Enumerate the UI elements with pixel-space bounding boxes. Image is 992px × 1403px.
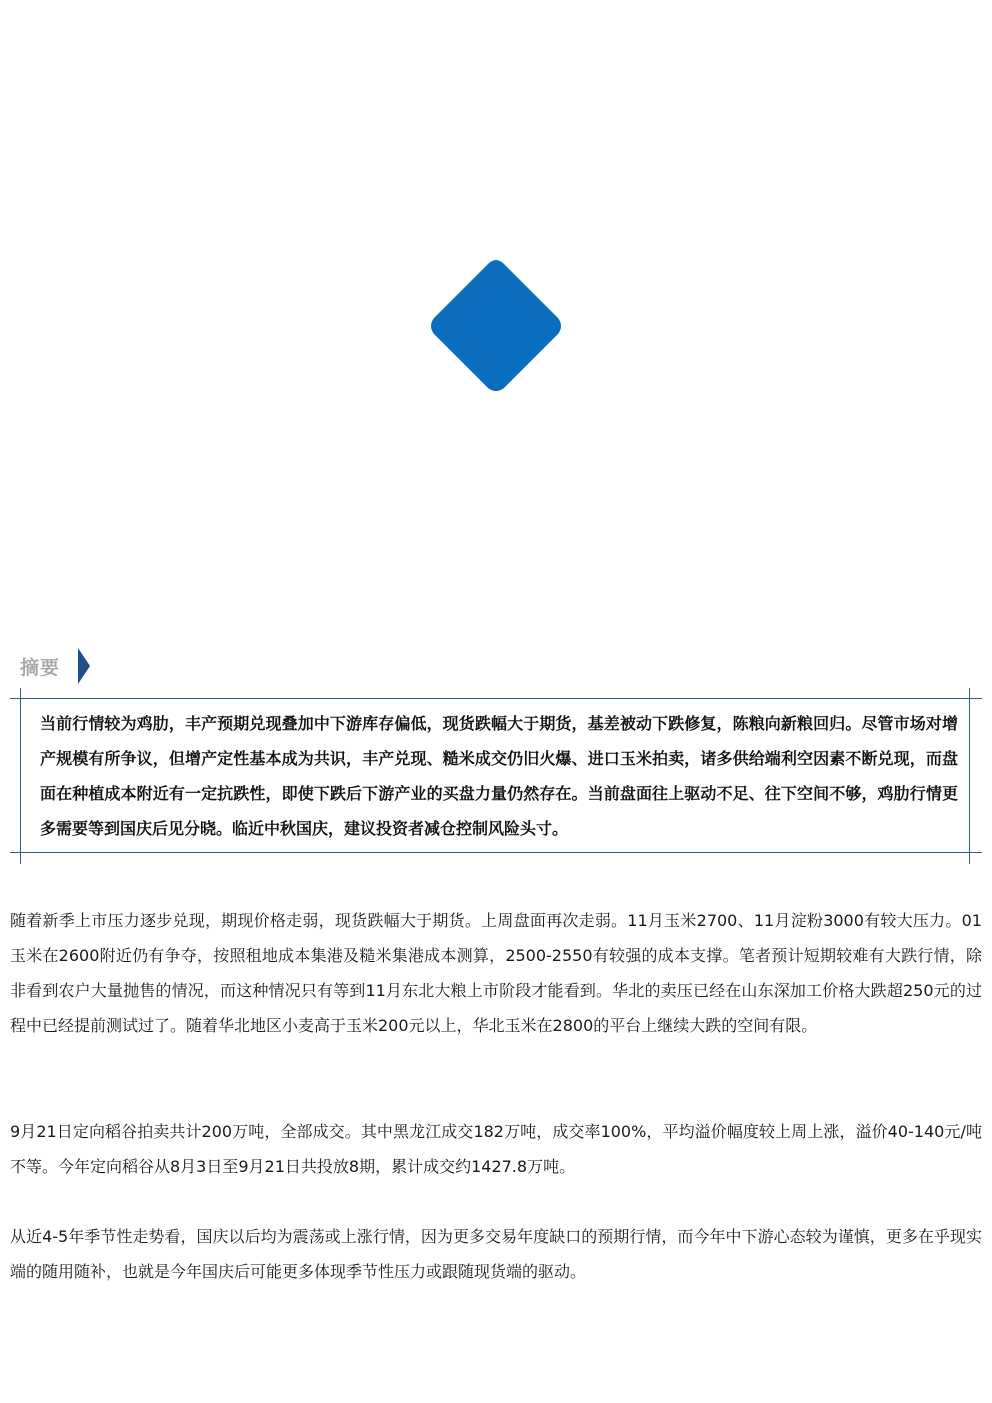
summary-box-left-rule <box>20 688 21 864</box>
summary-label: 摘要 <box>20 656 61 679</box>
body-paragraph-3: 从近4-5年季节性走势看，国庆以后均为震荡或上涨行情，因为更多交易年度缺口的预期行情，而今年中下游心态较为谨慎，更多在乎现实端的随用随补，也就是今年国庆后可能更多体现季节性压力或跟随现货端的驱动。 <box>10 1227 982 1281</box>
chevron-right-icon <box>78 648 90 684</box>
summary-box-bottom-rule <box>10 852 982 853</box>
summary-heading <box>20 648 90 684</box>
summary-box-right-rule <box>969 688 970 864</box>
body-paragraph-1: 随着新季上市压力逐步兑现，期现价格走弱，现货跌幅大于期货。上周盘面再次走弱。11月玉米2700、11月淀粉3000有较大压力。01玉米在2600附近仍有争夺，按照租地成本集港及糙米集港成本测算，2500-2550有较强的成本支撑。笔者预计短期较难有大跌行情，除非看到农户大量抛售的情况，而这种情况只有等到11月东北大粮上市阶段才能看到。华北的卖压已经在山东深加工价格大跌超250元的过程中已经提前测试过了。随着华北地区小麦高于玉米200元以上，华北玉米在2800的平台上继续大跌的空间有限。 <box>10 911 982 1035</box>
summary-box <box>10 688 982 864</box>
body-paragraph-2: 9月21日定向稻谷拍卖共计200万吨，全部成交。其中黑龙江成交182万吨，成交率100%，平均溢价幅度较上周上涨，溢价40-140元/吨不等。今年定向稻谷从8月3日至9月21日共投放8期，累计成交约1427.8万吨。 <box>10 1122 982 1176</box>
blue-diamond-icon <box>426 256 566 396</box>
summary-box-top-rule <box>10 698 982 699</box>
summary-text: 当前行情较为鸡肋，丰产预期兑现叠加中下游库存偏低，现货跌幅大于期货，基差被动下跌修复，陈粮向新粮回归。尽管市场对增产规模有所争议，但增产定性基本成为共识，丰产兑现、糙米成交仍旧火爆、进口玉米拍卖，诸多供给端利空因素不断兑现，而盘面在种植成本附近有一定抗跌性，即使下跌后下游产业的买盘力量仍然存在。当前盘面往上驱动不足、往下空间不够，鸡肋行情更多需要等到国庆后见分晓。临近中秋国庆，建议投资者减仓控制风险头寸。 <box>40 714 958 838</box>
